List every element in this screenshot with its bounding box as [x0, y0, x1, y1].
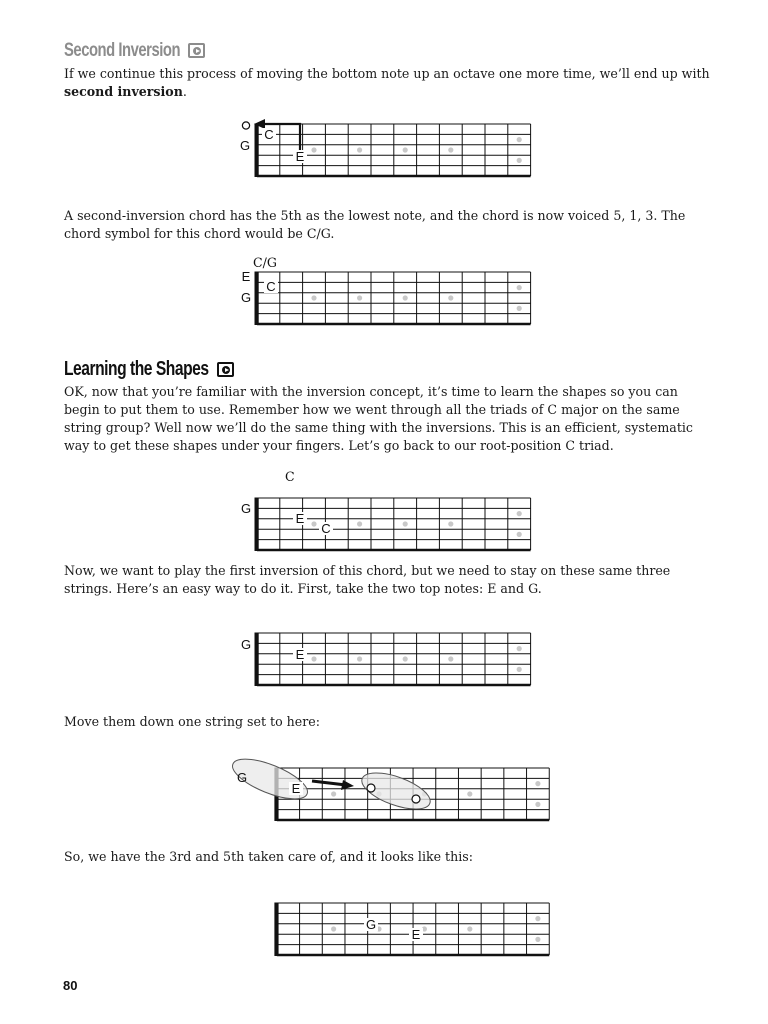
fret-inlay-dot — [311, 295, 316, 300]
fret-inlay-dot — [403, 521, 408, 526]
section-heading-learning-shapes — [64, 358, 234, 381]
para-text: If we continue this process of moving the bottom note up an octave one more time, we’ll end up with — [64, 66, 710, 81]
note-label-e: E — [291, 781, 301, 796]
fret-inlay-dot — [357, 656, 362, 661]
fret-inlay-dot — [448, 521, 453, 526]
fret-inlay-dot — [535, 937, 540, 942]
fretboard-diagram-5 — [228, 754, 528, 814]
fretboard-diagram-4 — [230, 621, 530, 681]
note-label-c: C — [321, 521, 331, 536]
chord-symbol: C — [285, 469, 295, 484]
fret-inlay-dot — [517, 667, 522, 672]
bold-term: second inversion — [64, 84, 183, 99]
note-label-e: E — [295, 511, 305, 526]
target-note-circle — [412, 795, 420, 803]
paragraph-first-inversion-step: Now, we want to play the first inversion of this chord, but we need to stay on these same three strings. Here’s an easy way to do it. First, take the two top notes: E and G. — [64, 563, 671, 596]
fret-inlay-dot — [517, 158, 522, 163]
fret-inlay-dot — [535, 916, 540, 921]
note-label-g: G — [240, 501, 252, 516]
play-video-icon[interactable] — [217, 362, 234, 377]
target-note-circle — [367, 784, 375, 792]
nut — [255, 498, 259, 552]
open-string-marker — [242, 122, 249, 129]
fret-inlay-dot — [331, 791, 336, 796]
section-heading-second-inversion — [64, 40, 205, 62]
paragraph-move-down: Move them down one string set to here: — [64, 714, 320, 729]
nut — [255, 272, 259, 326]
fret-inlay-dot — [448, 295, 453, 300]
note-label-e: E — [295, 149, 305, 164]
fretboard-diagram-2 — [230, 254, 530, 332]
paragraph-learning-shapes-intro: OK, now that you’re familiar with the inversion concept, it’s time to learn the shapes so you can begin to put them to use. Remember how we went through all the triads of C major on the same string group? Well now we’ll do the same thing with the inversions. This is an efficient, systematic way to get these shapes under your fingers. Let’s go back to our root-position C triad. — [64, 384, 693, 453]
fret-inlay-dot — [403, 295, 408, 300]
heading-text: Second Inversion — [64, 40, 181, 61]
fret-inlay-dot — [403, 147, 408, 152]
fret-inlay-dot — [357, 521, 362, 526]
fret-inlay-dot — [517, 511, 522, 516]
fret-inlay-dot — [357, 295, 362, 300]
note-label-c: C — [266, 279, 276, 294]
fret-inlay-dot — [517, 646, 522, 651]
fret-inlay-dot — [517, 306, 522, 311]
nut — [255, 124, 259, 178]
paragraph-second-inversion-explain: A second-inversion chord has the 5th as the lowest note, and the chord is now voiced 5, 1, 3. The chord symbol for this chord would be C/G. — [64, 208, 686, 241]
note-label-g: G — [365, 917, 377, 932]
fret-inlay-dot — [535, 802, 540, 807]
fret-inlay-dot — [311, 656, 316, 661]
fret-inlay-dot — [467, 926, 472, 931]
move-arrow — [312, 781, 346, 785]
note-label-g: G — [240, 290, 252, 305]
fret-inlay-dot — [331, 926, 336, 931]
fret-inlay-dot — [357, 147, 362, 152]
note-label-e: E — [411, 927, 421, 942]
note-label-e: E — [241, 269, 251, 284]
fretboard-diagram-1 — [230, 112, 530, 184]
para-text-end: . — [182, 84, 187, 99]
fret-inlay-dot — [517, 137, 522, 142]
paragraph-result: So, we have the 3rd and 5th taken care of, and it looks like this: — [64, 849, 473, 864]
fretboard-diagram-6 — [228, 890, 528, 950]
fret-inlay-dot — [448, 656, 453, 661]
fret-inlay-dot — [517, 532, 522, 537]
fretboard-diagram-3 — [230, 467, 530, 547]
fret-inlay-dot — [448, 147, 453, 152]
fret-inlay-dot — [535, 781, 540, 786]
fret-inlay-dot — [467, 791, 472, 796]
heading-text: Learning the Shapes — [64, 358, 209, 380]
paragraph-second-inversion-intro — [64, 65, 714, 101]
fret-inlay-dot — [311, 147, 316, 152]
fret-inlay-dot — [517, 285, 522, 290]
play-video-icon[interactable] — [188, 43, 205, 58]
note-label-g: G — [240, 637, 252, 652]
fret-inlay-dot — [311, 521, 316, 526]
note-label-g: G — [236, 770, 248, 785]
note-label-g: G — [239, 138, 251, 153]
chord-symbol: C/G — [253, 255, 277, 270]
note-label-e: E — [295, 647, 305, 662]
nut — [255, 633, 259, 687]
fret-inlay-dot — [403, 656, 408, 661]
page-number: 80 — [63, 978, 78, 993]
note-label-c: C — [264, 127, 274, 142]
nut — [274, 903, 278, 957]
